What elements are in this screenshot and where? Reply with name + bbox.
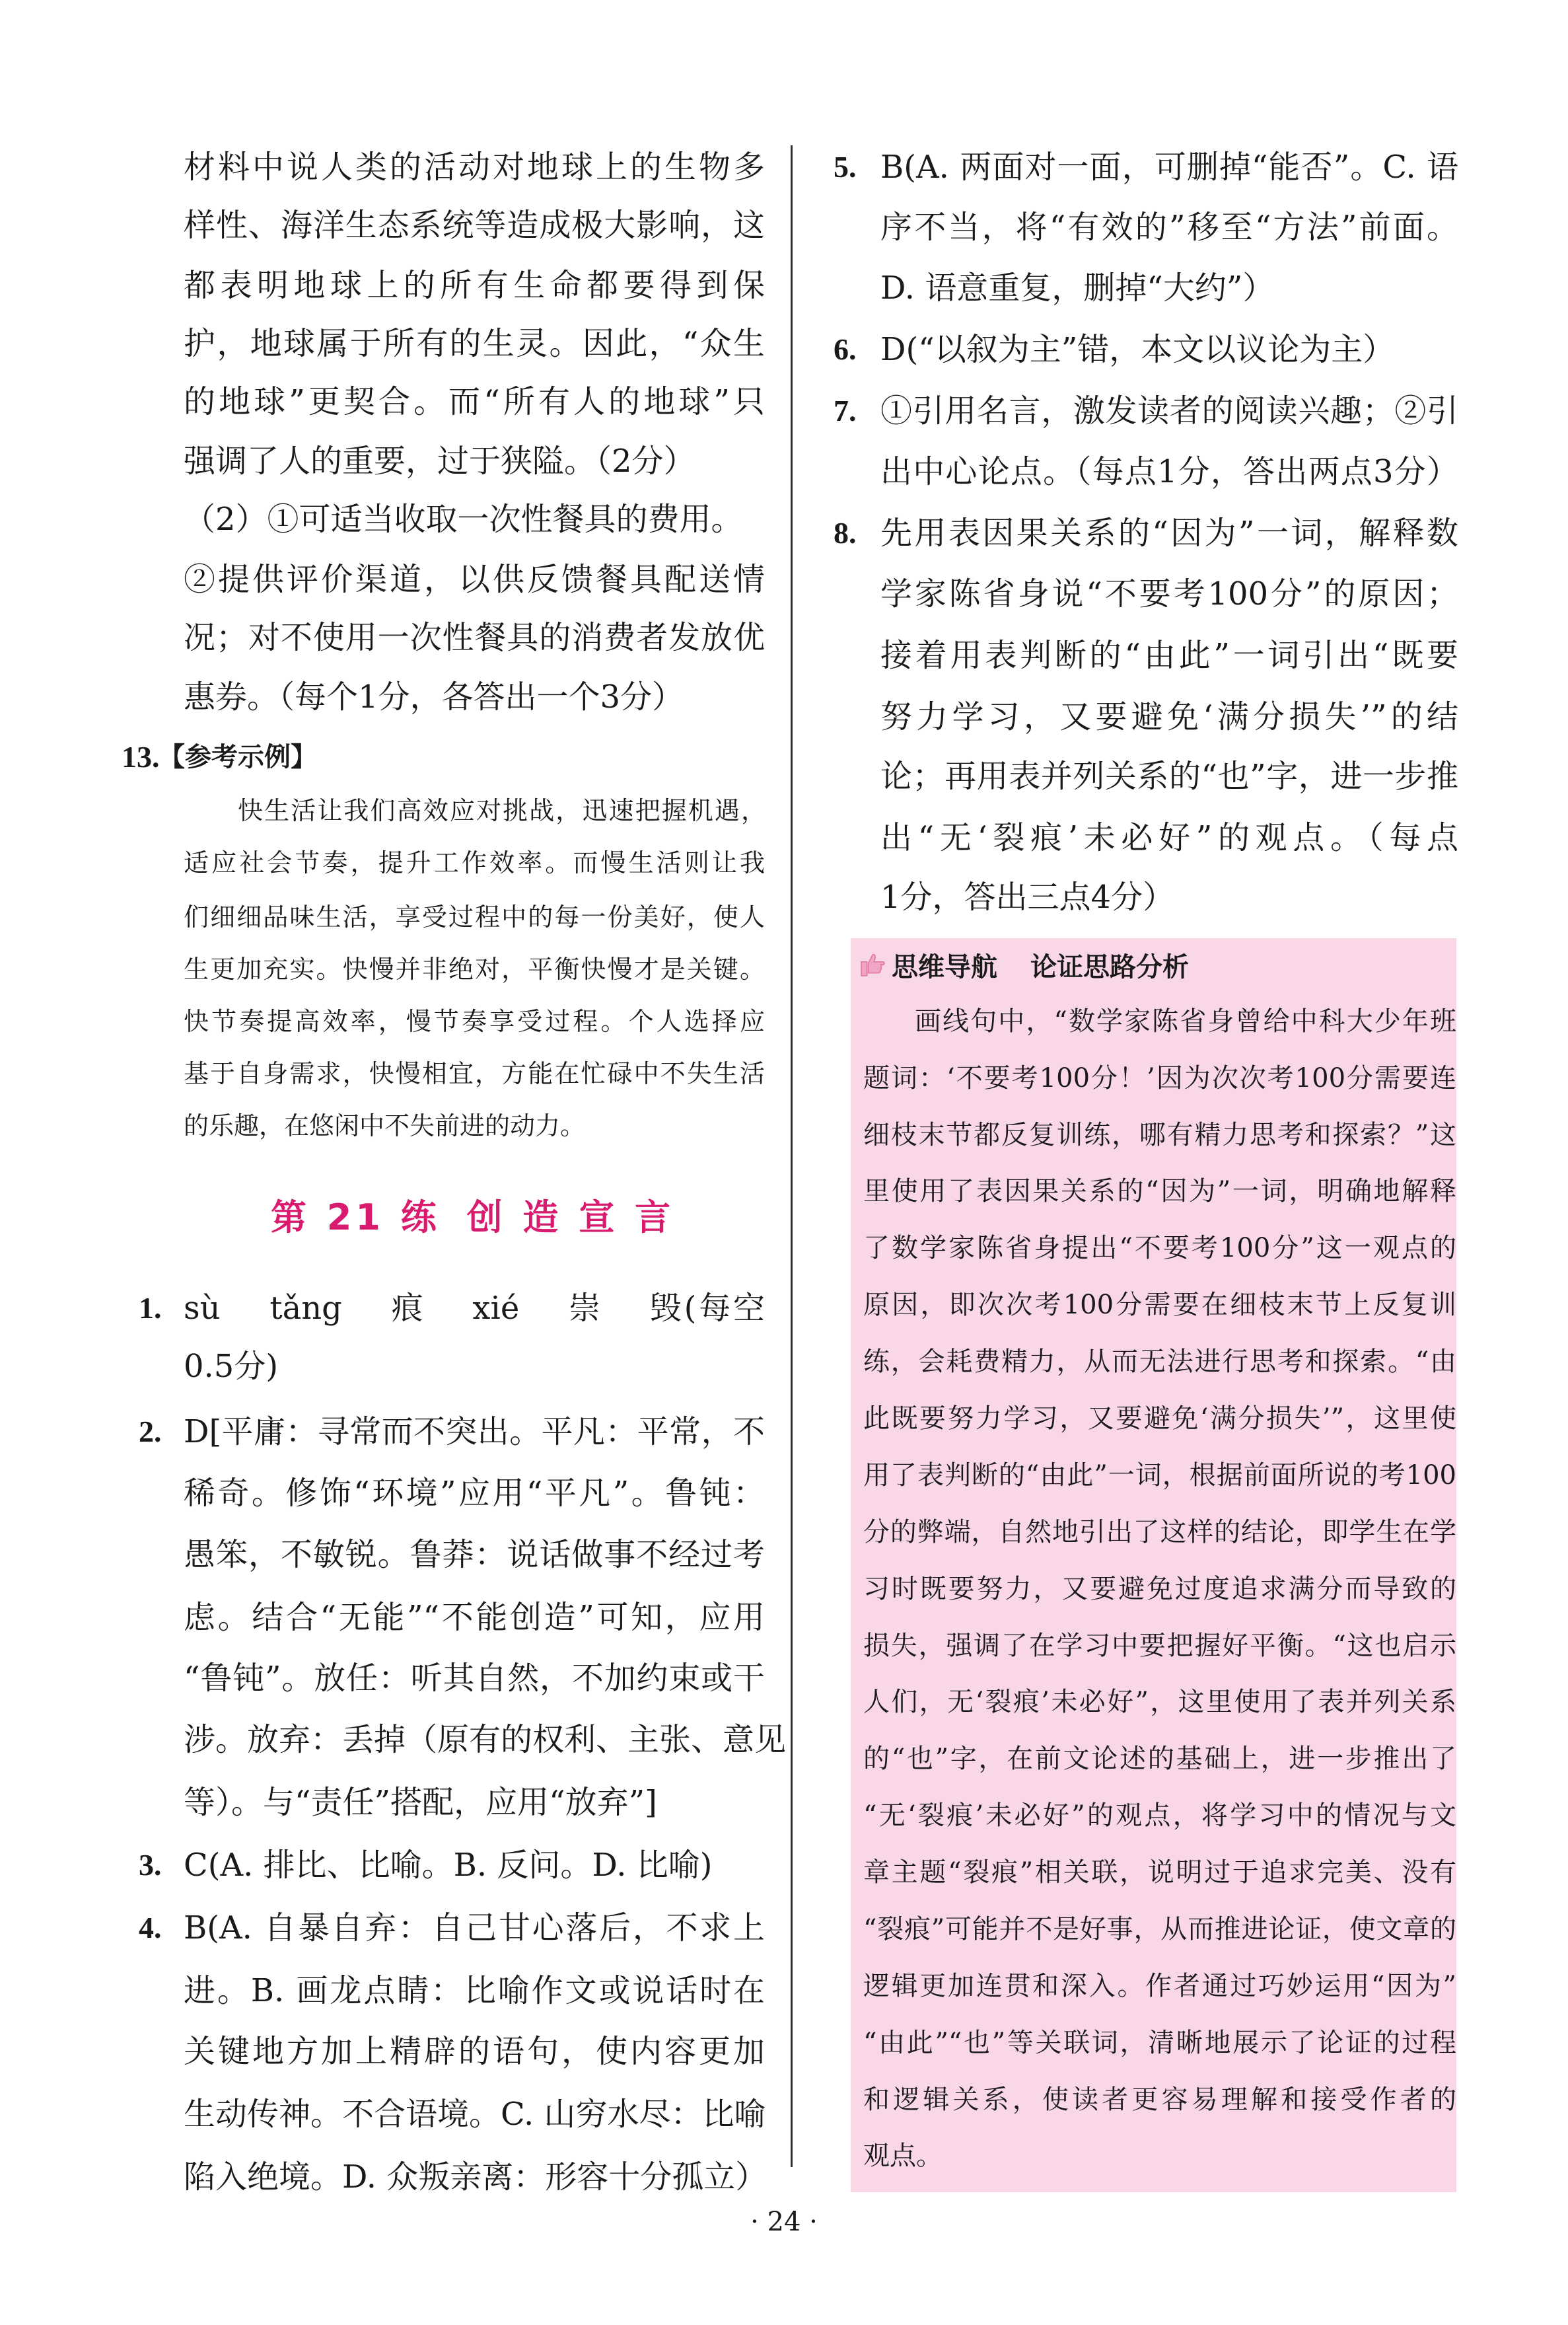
question-number: 13. bbox=[122, 740, 160, 774]
analysis-line: 画线句中，“数学家陈省身曾给中科大少年班 bbox=[915, 1006, 1456, 1037]
analysis-line: “由此”“也”等关联词，清晰地展示了论证的过程 bbox=[863, 2027, 1456, 2058]
answer-line: C(A. 排比、比喻。B. 反问。D. 比喻) bbox=[184, 1846, 713, 1884]
analysis-line: 里使用了表因果关系的“因为”一词，明确地解释 bbox=[863, 1176, 1456, 1207]
section-title: 创 造 宣 言 bbox=[466, 1197, 675, 1238]
analysis-line: 了数学家陈省身提出“不要考100分”这一观点的 bbox=[863, 1233, 1456, 1264]
answer-line: 出中心论点。（每点1分，答出两点3分） bbox=[880, 453, 1458, 491]
example-line: 生更加充实。快慢并非绝对，平衡快慢才是关键。 bbox=[184, 954, 765, 984]
answer-line: B(A. 自暴自弃：自己甘心落后，不求上 bbox=[184, 1909, 765, 1946]
answer-line: B(A. 两面对一面，可删掉“能否”。C. 语 bbox=[880, 149, 1458, 186]
page-number: · 24 · bbox=[750, 2207, 818, 2237]
analysis-line: 原因，即次次考100分需要在细枝末节上反复训 bbox=[863, 1290, 1456, 1321]
answer-line: 论；再用表并列关系的“也”字，进一步推 bbox=[880, 758, 1458, 795]
answer-line: 0.5分) bbox=[184, 1347, 279, 1385]
analysis-line: 练，会耗费精力，从而无法进行思考和探索。“由 bbox=[863, 1347, 1456, 1378]
answer-line: 虑。结合“无能”“不能创造”可知，应用 bbox=[184, 1598, 765, 1636]
question-number: 4. bbox=[139, 1910, 162, 1944]
question-number: 5. bbox=[834, 150, 857, 184]
section-heading bbox=[271, 1189, 701, 1240]
answer-line: 惠券。（每个1分，各答出一个3分） bbox=[184, 679, 684, 716]
answer-line: 关键地方加上精辟的语句，使内容更加 bbox=[184, 2033, 765, 2071]
example-line: 快节奏提高效率，慢节奏享受过程。个人选择应 bbox=[184, 1006, 765, 1036]
reference-example-label: 【参考示例】 bbox=[159, 742, 317, 772]
answer-line: ①引用名言，激发读者的阅读兴趣；②引 bbox=[880, 392, 1458, 429]
question-number: 8. bbox=[834, 515, 857, 550]
answer-line: D(“以叙为主”错，本文以议论为主） bbox=[880, 330, 1395, 368]
example-line: 快生活让我们高效应对挑战，迅速把握机遇， bbox=[238, 796, 766, 826]
analysis-line: 人们，无‘裂痕’未必好”，这里使用了表并列关系 bbox=[863, 1687, 1456, 1718]
column-divider bbox=[791, 145, 793, 2167]
answer-line: 样性、海洋生态系统等造成极大影响，这 bbox=[184, 207, 765, 244]
answer-line: 努力学习，又要避免‘满分损失’”的结 bbox=[880, 698, 1458, 735]
answer-line: 接着用表判断的“由此”一词引出“既要 bbox=[880, 637, 1458, 675]
question-number: 7. bbox=[834, 393, 857, 427]
answer-line: sù tǎng 痕 xié 崇 毁(每空 bbox=[184, 1289, 765, 1327]
analysis-line: 此既要努力学习，又要避免‘满分损失’”，这里使 bbox=[863, 1403, 1456, 1434]
analysis-line: “无‘裂痕’未必好”的观点，将学习中的情况与文 bbox=[863, 1800, 1456, 1831]
analysis-line: 逻辑更加连贯和深入。作者通过巧妙运用“因为” bbox=[863, 1970, 1456, 2001]
analysis-line: 损失，强调了在学习中要把握好平衡。“这也启示 bbox=[863, 1630, 1456, 1661]
answer-line: 稀奇。修饰“环境”应用“平凡”。鲁钝： bbox=[184, 1475, 765, 1512]
answer-line: 强调了人的重要，过于狭隘。（2分） bbox=[184, 443, 695, 480]
analysis-line: “裂痕”可能并不是好事，从而推进论证，使文章的 bbox=[863, 1913, 1456, 1944]
answer-line: 都表明地球上的所有生命都要得到保 bbox=[184, 266, 765, 304]
answer-line: 进。B. 画龙点睛：比喻作文或说话时在 bbox=[184, 1972, 765, 2009]
answer-line: 生动传神。不合语境。C. 山穷水尽：比喻 bbox=[184, 2096, 766, 2133]
example-line: 们细细品味生活，享受过程中的每一份美好，使人 bbox=[184, 902, 765, 932]
answer-line: D. 语意重复，删掉“大约”） bbox=[880, 270, 1275, 307]
answer-line: 护，地球属于所有的生灵。因此，“众生 bbox=[184, 324, 765, 362]
answer-line: 1分，答出三点4分） bbox=[880, 879, 1175, 916]
question-number: 3. bbox=[139, 1847, 162, 1882]
answer-line: 出“无‘裂痕’未必好”的观点。（每点 bbox=[880, 819, 1458, 856]
answer-line: （2）①可适当收取一次性餐具的费用。 bbox=[184, 501, 743, 538]
thinking-box-subtitle: 论证思路分析 bbox=[1030, 951, 1189, 982]
analysis-line: 用了表判断的“由此”一词，根据前面所说的考100 bbox=[863, 1459, 1456, 1491]
answer-line: 陷入绝境。D. 众叛亲离：形容十分孤立） bbox=[184, 2159, 767, 2196]
example-line: 基于自身需求，快慢相宜，方能在忙碌中不失生活 bbox=[184, 1058, 765, 1088]
analysis-line: 的“也”字，在前文论述的基础上，进一步推出了 bbox=[863, 1744, 1456, 1775]
answer-line: 序不当，将“有效的”移至“方法”前面。 bbox=[880, 208, 1458, 246]
answer-line: “鲁钝”。放任：听其自然，不加约束或干 bbox=[184, 1660, 765, 1697]
analysis-line: 章主题“裂痕”相关联，说明过于追求完美、没有 bbox=[863, 1857, 1456, 1888]
analysis-line: 细枝末节都反复训练，哪有精力思考和探索？”这 bbox=[863, 1119, 1456, 1150]
thinking-box-header bbox=[859, 945, 1189, 984]
thinking-box-title: 思维导航 bbox=[892, 951, 997, 982]
answer-line: 先用表因果关系的“因为”一词，解释数 bbox=[880, 514, 1458, 552]
answer-line: 愚笨，不敏锐。鲁莽：说话做事不经过考 bbox=[184, 1535, 765, 1573]
section-number: 第 21 练 bbox=[271, 1197, 441, 1238]
answer-line: 涉。放弃：丢掉（原有的权利、主张、意见 bbox=[184, 1720, 787, 1758]
answer-line: 的地球”更契合。而“所有人的地球”只 bbox=[184, 383, 765, 420]
analysis-line: 习时既要努力，又要避免过度追求满分而导致的 bbox=[863, 1573, 1456, 1604]
answer-line: D[平庸：寻常而不突出。平凡：平常，不 bbox=[184, 1413, 765, 1451]
answer-line: 学家陈省身说“不要考100分”的原因； bbox=[880, 575, 1458, 613]
answer-line: 等）。与“责任”搭配，应用“放弃”] bbox=[184, 1783, 657, 1821]
answer-line: 材料中说人类的活动对地球上的生物多 bbox=[184, 149, 765, 186]
analysis-line: 分的弊端，自然地引出了这样的结论，即学生在学 bbox=[863, 1516, 1456, 1547]
analysis-line: 题词：‘不要考100分！’因为次次考100分需要连 bbox=[863, 1062, 1456, 1093]
question-number: 6. bbox=[834, 332, 857, 366]
analysis-line: 和逻辑关系，使读者更容易理解和接受作者的 bbox=[863, 2084, 1456, 2115]
example-line: 的乐趣，在悠闲中不失前进的动力。 bbox=[184, 1111, 586, 1141]
answer-line: 况；对不使用一次性餐具的消费者发放优 bbox=[184, 619, 765, 657]
analysis-line: 观点。 bbox=[863, 2141, 943, 2172]
pointing-hand-icon bbox=[859, 951, 886, 978]
question-number: 1. bbox=[139, 1290, 162, 1325]
question-number: 2. bbox=[139, 1415, 162, 1449]
example-line: 适应社会节奏，提升工作效率。而慢生活则让我 bbox=[184, 848, 765, 878]
answer-line: ②提供评价渠道，以供反馈餐具配送情 bbox=[184, 560, 765, 598]
